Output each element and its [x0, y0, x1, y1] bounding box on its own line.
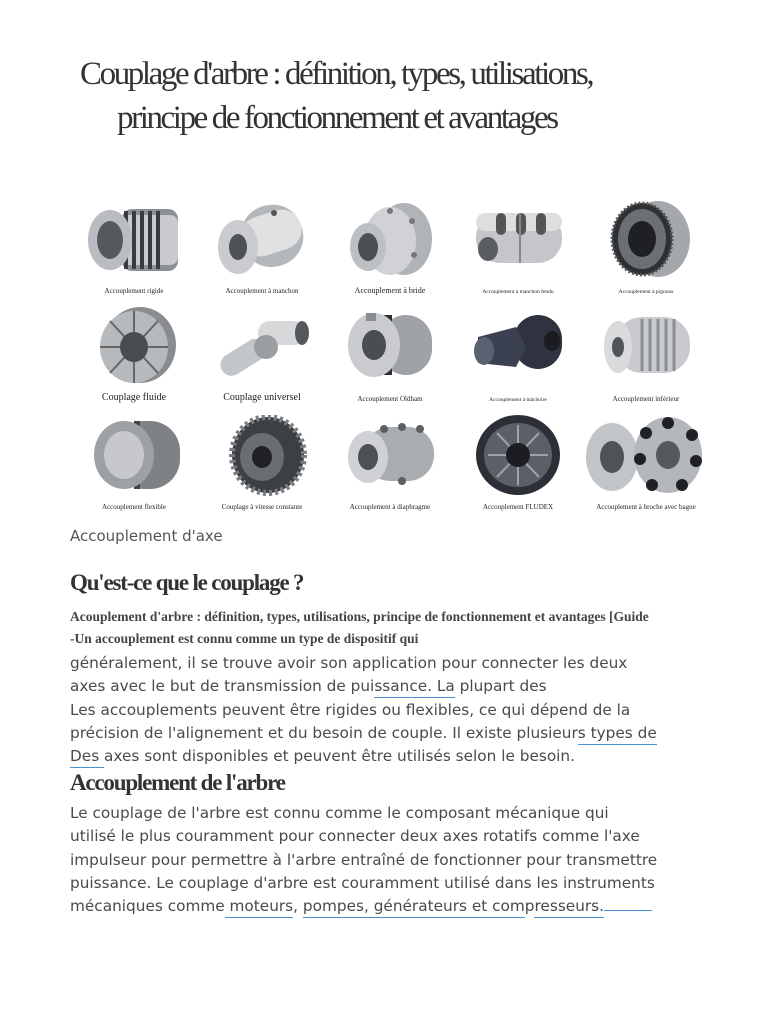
gallery-label: Accouplement à pignons	[618, 289, 674, 295]
gallery-item	[326, 411, 454, 519]
link-moteurs[interactable]: moteurs	[225, 897, 294, 918]
gallery-item	[198, 411, 326, 519]
section-heading-accouplement: Accouplement de l'arbre	[70, 770, 285, 795]
paragraph-couplage	[70, 652, 710, 768]
text-line: puissance. Le couplage d'arbre est couramment utilisé dans les instruments	[70, 873, 655, 892]
section-heading-couplage: Qu'est-ce que le couplage ?	[70, 570, 304, 595]
gallery-label: Couplage fluide	[101, 392, 167, 403]
gallery-label: Accouplement à broche avec bague	[596, 503, 696, 511]
gallery-label: Accouplement flexible	[102, 503, 166, 511]
text-line: mécaniques comme moteurs, pompes, générateurs et compresseurs.	[70, 895, 710, 918]
fluid-coupling-image	[84, 307, 184, 389]
gallery-label: Accouplement Oldham	[357, 395, 423, 403]
paragraph-accouplement	[70, 802, 710, 918]
gallery-item	[582, 303, 710, 411]
text-line: impulseur pour permettre à l'arbre entraîné de fonctionner pour transmettre	[70, 850, 658, 869]
oldham-coupling-image	[340, 307, 440, 389]
fludex-coupling-image	[468, 415, 568, 497]
text-line: Les accouplements peuvent être rigides ou flexibles, ce qui dépend de la	[70, 700, 631, 719]
gallery-item	[582, 411, 710, 519]
rigid-coupling-image	[84, 199, 184, 281]
coupling-types-figure	[70, 195, 710, 523]
lead-line-2: -Un accouplement est connu comme un type de dispositif qui	[70, 631, 419, 646]
gallery-item	[454, 303, 582, 411]
flexible-coupling-image	[84, 415, 184, 497]
lead-line-1: Acouplement d'arbre : définition, types, utilisations, principe de fonctionnement et avantages [Guide	[70, 609, 649, 624]
gallery-label: Accouplement à manchon fendu	[482, 289, 554, 295]
gallery-item	[70, 411, 198, 519]
gallery-label: Accouplement à diaphragme	[349, 503, 431, 511]
text-line: précision de l'alignement et du besoin de couple. Il existe plusieurs types de	[70, 722, 710, 745]
gallery-label: Couplage à vitesse constante	[221, 503, 303, 511]
gallery-label: Couplage universel	[223, 392, 301, 403]
title-line-1: Couplage d'arbre : définition, types, utilisations,	[80, 56, 593, 92]
figure-caption: Accouplement d'axe	[70, 527, 223, 545]
gallery-label: Accouplement à manchon	[225, 287, 299, 295]
gear-coupling-image	[596, 199, 696, 281]
link-des[interactable]: Des	[70, 747, 104, 768]
pin-bush-coupling-image	[582, 415, 712, 497]
link-pompes[interactable]: pompes,	[303, 897, 374, 918]
gallery-item	[70, 195, 198, 303]
constant-velocity-coupling-image	[212, 415, 312, 497]
gallery-item	[198, 195, 326, 303]
text-line: Des axes sont disponibles et peuvent être utilisés selon le besoin.	[70, 745, 710, 768]
link-compresseurs[interactable]: resseurs.	[534, 897, 604, 918]
gallery-item	[198, 303, 326, 411]
gallery-item	[70, 303, 198, 411]
gallery-item	[454, 411, 582, 519]
text-line: utilisé le plus couramment pour connecter deux axes rotatifs comme l'axe	[70, 827, 640, 846]
bellows-coupling-image	[596, 307, 696, 389]
sleeve-coupling-image	[212, 199, 312, 281]
split-sleeve-coupling-image	[468, 199, 568, 281]
universal-joint-image	[212, 307, 312, 389]
gallery-label: Accouplement rigide	[104, 287, 164, 295]
link-puissance[interactable]: ssance. La	[374, 677, 454, 698]
text-line: généralement, il se trouve avoir son application pour connecter les deux	[70, 654, 628, 672]
gallery-item	[454, 195, 582, 303]
link-generateurs[interactable]: générateurs et com	[374, 897, 525, 918]
diaphragm-coupling-image	[340, 415, 440, 497]
gallery-label: Accouplement à mâchoire	[489, 397, 547, 403]
link-underline-tail	[604, 896, 652, 911]
flange-coupling-image	[340, 199, 440, 281]
gallery-item	[582, 195, 710, 303]
gallery-label: Accouplement à bride	[354, 286, 426, 295]
text-line: Le couplage de l'arbre est connu comme le composant mécanique qui	[70, 804, 609, 822]
text-line: axes avec le but de transmission de puissance. La plupart des	[70, 675, 710, 698]
gallery-label: Accouplement inférieur	[612, 395, 680, 403]
title-line-2: principe de fonctionnement et avantages	[117, 100, 557, 136]
gallery-item	[326, 195, 454, 303]
link-types-de[interactable]: s types de	[578, 724, 657, 745]
jaw-coupling-image	[468, 307, 568, 389]
gallery-label: Accouplement FLUDEX	[482, 503, 554, 511]
gallery-item	[326, 303, 454, 411]
